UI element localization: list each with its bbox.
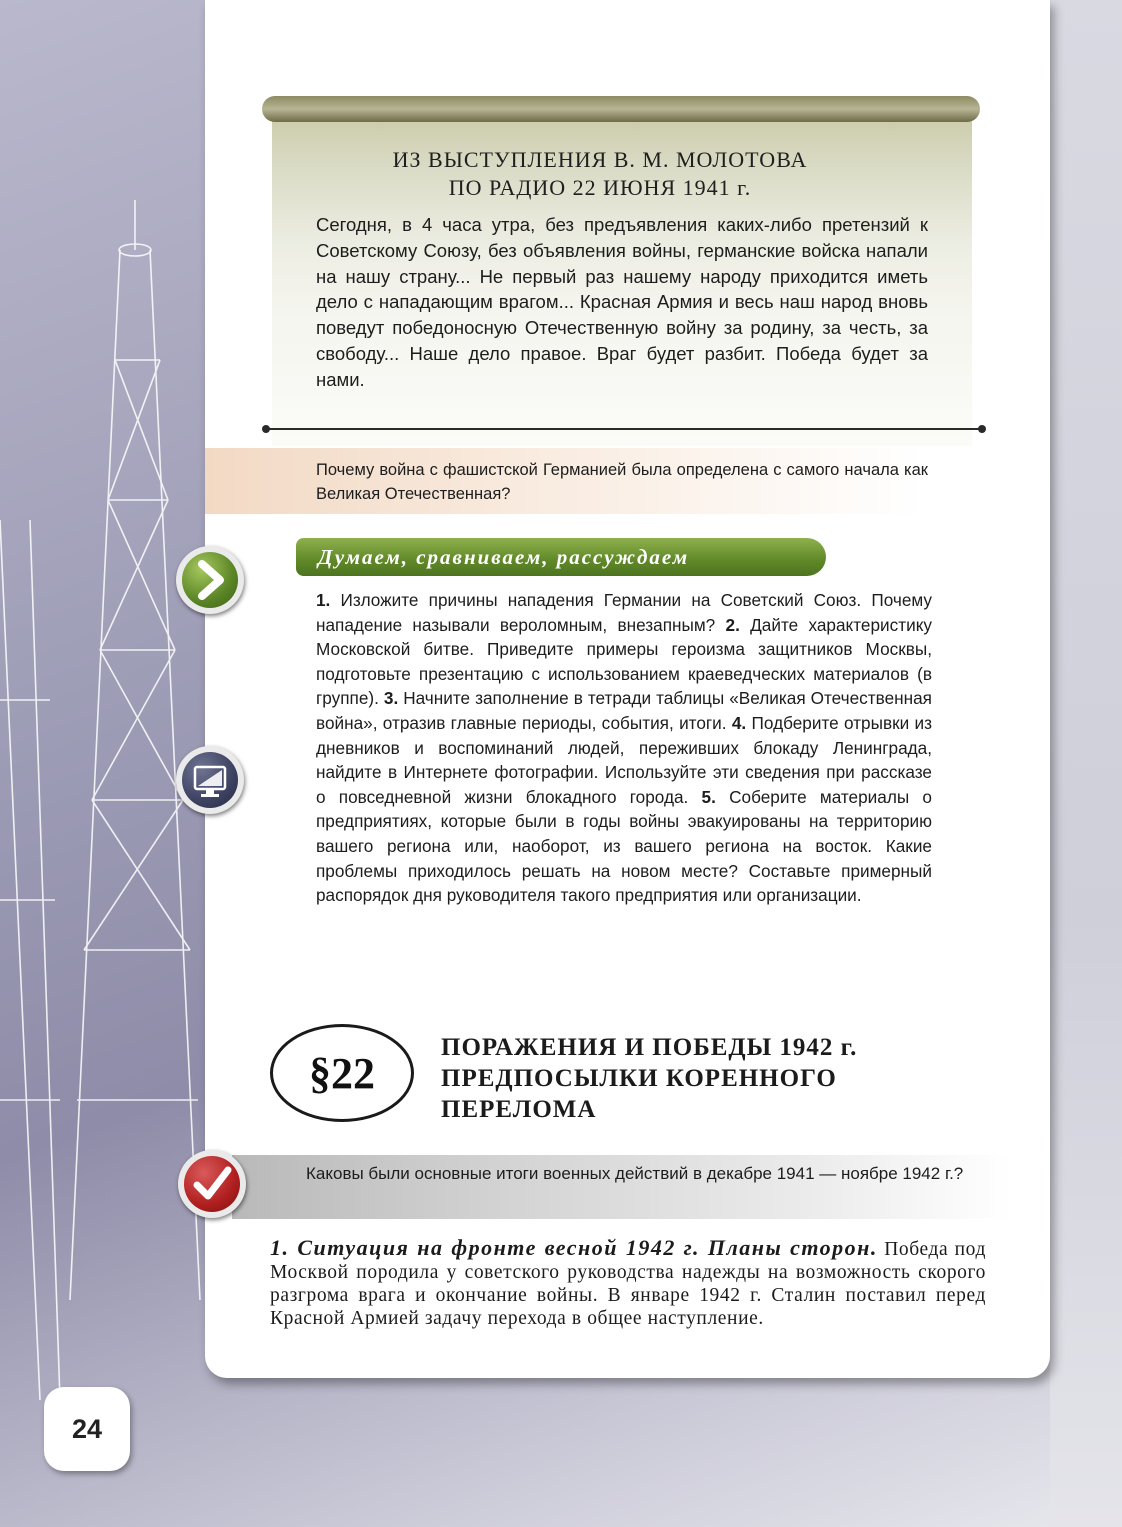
paragraph-title-line3: ПЕРЕЛОМА	[441, 1096, 597, 1123]
arrow-right-button[interactable]	[176, 546, 244, 614]
task-list	[316, 588, 932, 908]
key-question: Каковы были основные итоги военных действий в декабре 1941 — ноябре 1942 г.?	[306, 1164, 964, 1183]
paragraph-number: §22	[270, 1024, 414, 1122]
think-compare-label: Думаем, сравниваем, рассуждаем	[296, 538, 826, 576]
scroll-rod	[262, 96, 980, 122]
monitor-icon	[182, 752, 238, 808]
task-2-text: Дайте характеристику Московской битве. Приведите примеры героизма защитников Москвы, подготовьте презентацию с использованием краеведческих материалов (в группе).	[316, 614, 933, 709]
arrow-right-icon	[182, 552, 238, 608]
task-3-number: 3.	[383, 688, 399, 709]
checkmark-icon	[184, 1156, 240, 1212]
paragraph-title	[441, 1032, 1001, 1125]
checkmark-button[interactable]	[178, 1150, 246, 1218]
page-background-right	[1050, 0, 1122, 1527]
task-1-text: Изложите причины нападения Германии на Советский Союз. Почему нападение называли вероломным, внезапным?	[316, 590, 932, 635]
document-question: Почему война с фашистской Германией была определена с самого начала как Великая Отечественная?	[316, 461, 928, 503]
paragraph-title-line2: ПРЕДПОСЫЛКИ КОРЕННОГО	[441, 1065, 837, 1092]
task-4-text: Подберите отрывки из дневников и воспоминаний людей, переживших блокаду Ленинграда, найдите в Интернете фотографии. Используйте эти сведения при рассказе о повседневной жизни блокадного города.	[316, 712, 933, 807]
monitor-button[interactable]	[176, 746, 244, 814]
document-title	[300, 146, 900, 202]
task-4-number: 4.	[731, 712, 747, 733]
paragraph-title-line1: ПОРАЖЕНИЯ И ПОБЕДЫ 1942 г.	[441, 1034, 858, 1061]
tower-illustration	[0, 0, 205, 1527]
task-5-number: 5.	[701, 786, 716, 807]
document-title-line1: ИЗ ВЫСТУПЛЕНИЯ В. М. МОЛОТОВА	[392, 147, 808, 172]
document-title-line2: ПО РАДИО 22 ИЮНЯ 1941 г.	[448, 175, 752, 200]
document-body: Сегодня, в 4 часа утра, без предъявления каких-либо претензий к Советскому Союзу, без объявления войны, германские войска напали на нашу страну... Не первый раз нашему народу приходится иметь дело с нападающим врагом... Красная Армия и весь наш народ вновь поведут победоносную Отечественную войну за родину, за честь, за свободу... Наше дело правое. Враг будет разбит. Победа будет за нами.	[316, 214, 928, 390]
page-number: 24	[44, 1387, 130, 1471]
section-1	[270, 1236, 986, 1330]
section-1-heading: 1. Ситуация на фронте весной 1942 г. Планы сторон.	[270, 1235, 878, 1260]
task-5-text: Соберите материалы о предприятиях, которые были в годы войны эвакуированы на территорию вашего региона или, наоборот, из вашего региона на восток. Какие проблемы приходилось решать на новом месте? Составьте примерный распорядок дня руководителя такого предприятия или организации.	[316, 786, 932, 906]
task-1-number: 1.	[316, 590, 331, 610]
task-2-number: 2.	[725, 614, 740, 635]
task-3-text: Начните заполнение в тетради таблицы «Великая Отечественная война», отразив главные периоды, события, итоги.	[316, 688, 932, 733]
section-1-text: Победа под Москвой породила у советского руководства надежды на возможность скорого разгрома врага и окончание войны. В январе 1942 г. Сталин поставил перед Красной Армией задачу перехода в общее наступление.	[270, 1239, 986, 1329]
divider-line	[266, 428, 982, 430]
